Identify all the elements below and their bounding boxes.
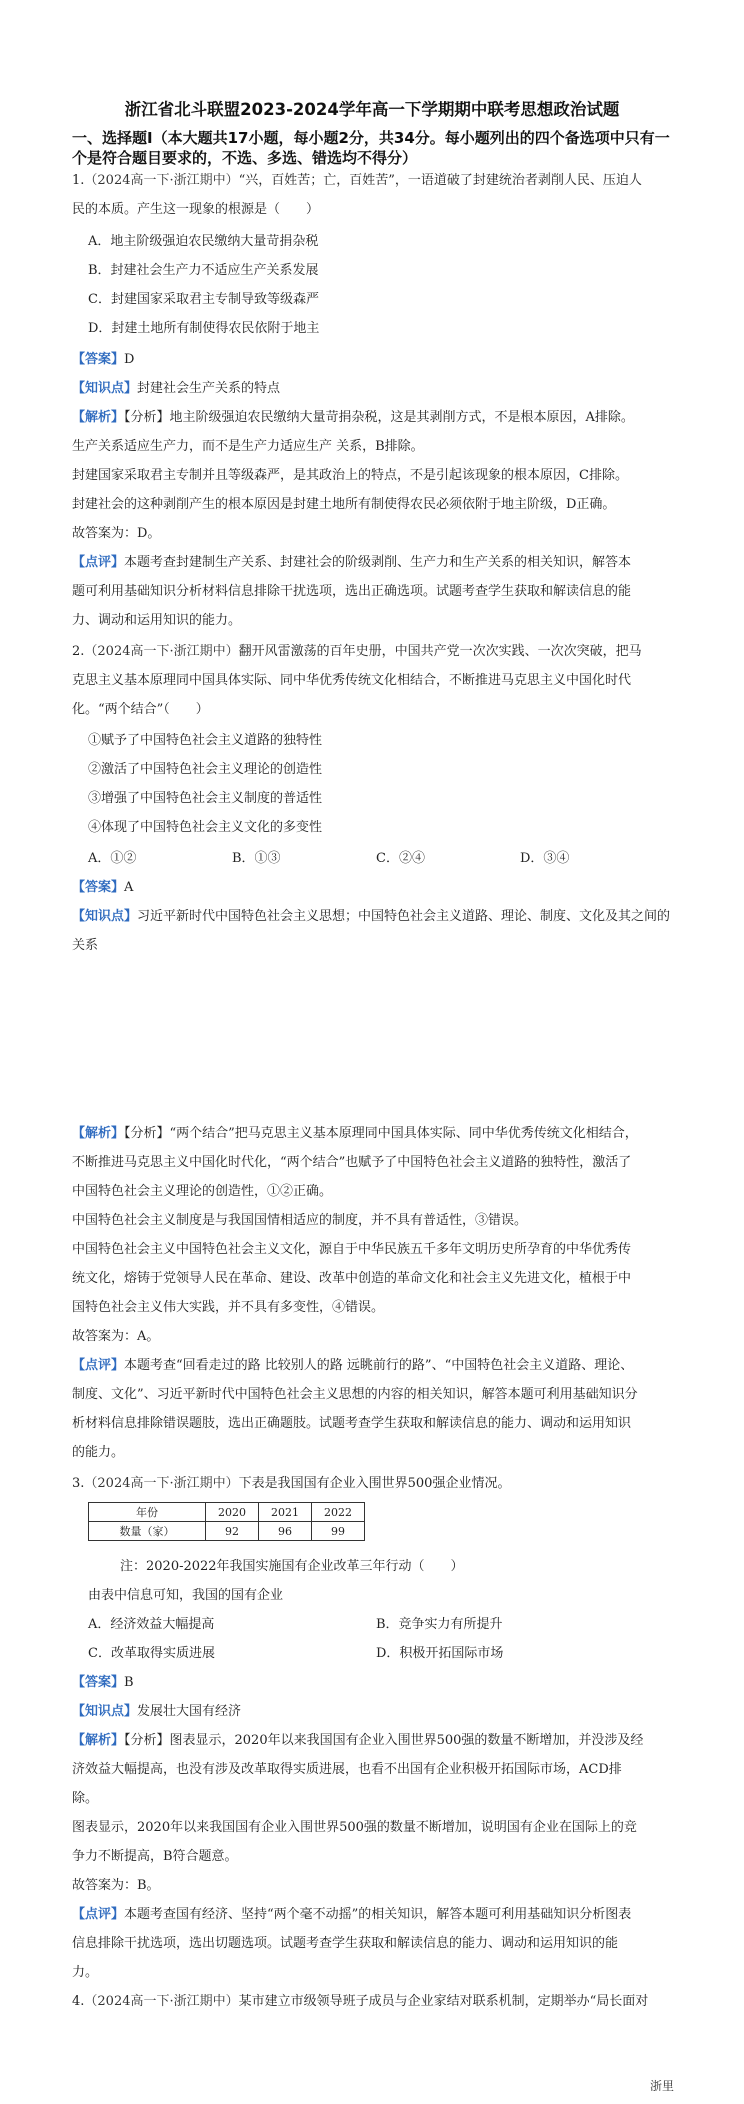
q3-analysis-line6: 故答案为：B。 — [72, 1878, 160, 1893]
q2-analysis-line8: 故答案为：A。 — [72, 1329, 160, 1344]
q2-option-a: A．①② — [88, 851, 137, 866]
q2-analysis-line5: 中国特色社会主义中国特色社会主义文化，源自于中华民族五千多年文明历史所孕育的中华优秀传 — [72, 1242, 632, 1257]
q1-answer: 【答案】D — [72, 352, 135, 367]
q1-option-c: C．封建国家采取君主专制导致等级森严 — [88, 292, 319, 307]
q3-answer: 【答案】B — [72, 1675, 134, 1690]
q2-item-4: ④体现了中国特色社会主义文化的多变性 — [88, 820, 323, 835]
q2-stem-line1: 2.（2024高一下·浙江期中）翻开风雷激荡的百年史册，中国共产党一次次实践、一次次突破，把马 — [72, 644, 642, 659]
q2-stem-line3: 化。“两个结合”（ ） — [72, 702, 209, 717]
q3-analysis-line1: 【解析】【分析】图表显示，2020年以来我国国有企业入围世界500强的数量不断增加，并没涉及经 — [72, 1733, 644, 1748]
q1-comment-line3: 力、调动和运用知识的能力。 — [72, 613, 242, 628]
q2-option-c: C．②④ — [376, 851, 425, 866]
q2-analysis-line7: 国特色社会主义伟大实践，并不具有多变性，④错误。 — [72, 1300, 385, 1315]
q1-comment-line1: 【点评】本题考查封建制生产关系、封建社会的阶级剥削、生产力和生产关系的相关知识，解答本 — [72, 555, 632, 570]
q2-analysis-line4: 中国特色社会主义制度是与我国国情相适应的制度，并不具有普适性，③错误。 — [72, 1213, 528, 1228]
page-footer-mark: 浙里 — [649, 2079, 674, 2093]
table-cell: 2020 — [206, 1503, 259, 1522]
table-cell: 92 — [206, 1522, 259, 1541]
q3-analysis-line2: 济效益大幅提高，也没有涉及改革取得实质进展，也看不出国有企业积极开拓国际市场，ACD排 — [72, 1762, 622, 1777]
q1-knowledge: 【知识点】封建社会生产关系的特点 — [72, 381, 281, 396]
q1-analysis-line2: 生产关系适应生产力，而不是生产力适应生产 关系，B排除。 — [72, 439, 424, 454]
table-cell: 96 — [259, 1522, 312, 1541]
q1-comment-line2: 题可利用基础知识分析材料信息排除干扰选项，选出正确选项。试题考查学生获取和解读信息的能 — [72, 584, 632, 599]
table-cell: 2021 — [259, 1503, 312, 1522]
q1-analysis-line5: 故答案为：D。 — [72, 526, 161, 541]
q1-analysis-line3: 封建国家采取君主专制并且等级森严，是其政治上的特点，不是引起该现象的根本原因，C排除。 — [72, 468, 628, 483]
q2-comment-line1: 【点评】本题考查“回看走过的路 比较别人的路 远眺前行的路”、“中国特色社会主义道路、理论、 — [72, 1358, 634, 1373]
table-cell: 2022 — [312, 1503, 365, 1522]
table-cell: 99 — [312, 1522, 365, 1541]
q3-option-b: B．竞争实力有所提升 — [376, 1617, 503, 1632]
q1-option-a: A．地主阶级强迫农民缴纳大量苛捐杂税 — [88, 234, 319, 249]
q2-knowledge-line1: 【知识点】习近平新时代中国特色社会主义思想；中国特色社会主义道路、理论、制度、文化及其之间的 — [72, 909, 671, 924]
q3-option-c: C．改革取得实质进展 — [88, 1646, 215, 1661]
q2-knowledge-line2: 关系 — [72, 938, 99, 953]
section-heading: 一、选择题Ⅰ（本大题共17小题，每小题2分，共34分。每小题列出的四个备选项中只有一 个是符合题目要求的，不选、多选、错选均不得分） — [72, 129, 670, 167]
q3-analysis-line4: 图表显示，2020年以来我国国有企业入围世界500强的数量不断增加，说明国有企业在国际上的竞 — [72, 1820, 637, 1835]
q2-comment-line4: 的能力。 — [72, 1445, 125, 1460]
q3-analysis-line5: 争力不断提高，B符合题意。 — [72, 1849, 238, 1864]
q2-analysis-line3: 中国特色社会主义理论的创造性，①②正确。 — [72, 1184, 333, 1199]
q3-comment-line3: 力。 — [72, 1965, 99, 1980]
q1-analysis-line1: 【解析】【分析】地主阶级强迫农民缴纳大量苛捐杂税，这是其剥削方式，不是根本原因，A排除。 — [72, 410, 634, 425]
q2-item-1: ①赋予了中国特色社会主义道路的独特性 — [88, 733, 323, 748]
exam-title: 浙江省北斗联盟2023-2024学年高一下学期期中联考思想政治试题 — [124, 100, 620, 119]
q2-analysis-line6: 统文化，熔铸于党领导人民在革命、建设、改革中创造的革命文化和社会主义先进文化，植根于中 — [72, 1271, 632, 1286]
q2-answer: 【答案】A — [72, 880, 134, 895]
table-cell: 数量（家） — [89, 1522, 206, 1541]
q3-comment-line2: 信息排除干扰选项，选出切题选项。试题考查学生获取和解读信息的能力、调动和运用知识的能 — [72, 1936, 619, 1951]
q2-comment-line3: 析材料信息排除错误题肢，选出正确题肢。试题考查学生获取和解读信息的能力、调动和运用知识 — [72, 1416, 632, 1431]
table-header-row — [89, 1503, 365, 1522]
table-cell: 年份 — [89, 1503, 206, 1522]
q3-note: 注：2020-2022年我国实施国有企业改革三年行动（ ） — [120, 1559, 464, 1574]
table-row — [89, 1522, 365, 1541]
q2-analysis-line1: 【解析】【分析】“两个结合”把马克思主义基本原理同中国具体实际、同中华优秀传统文化相结合， — [72, 1126, 638, 1141]
q3-table — [88, 1502, 365, 1541]
q2-option-d: D．③④ — [520, 851, 570, 866]
q2-stem-line2: 克思主义基本原理同中国具体实际、同中华优秀传统文化相结合，不断推进马克思主义中国化时代 — [72, 673, 632, 688]
q2-comment-line2: 制度、文化”、习近平新时代中国特色社会主义思想的内容的相关知识，解答本题可利用基础知识分 — [72, 1387, 638, 1402]
q2-analysis-line2: 不断推进马克思主义中国化时代化，“两个结合”也赋予了中国特色社会主义道路的独特性，激活了 — [72, 1155, 632, 1170]
q3-option-a: A．经济效益大幅提高 — [88, 1617, 215, 1632]
q1-stem-line1: 1.（2024高一下·浙江期中）“兴，百姓苦；亡，百姓苦”，一语道破了封建统治者剥削人民、压迫人 — [72, 173, 642, 188]
q3-knowledge: 【知识点】发展壮大国有经济 — [72, 1704, 242, 1719]
q1-option-b: B．封建社会生产力不适应生产关系发展 — [88, 263, 319, 278]
q1-stem-line2: 民的本质。产生这一现象的根源是（ ） — [72, 202, 320, 217]
q2-option-b: B．①③ — [232, 851, 281, 866]
q1-analysis-line4: 封建社会的这种剥削产生的根本原因是封建土地所有制使得农民必须依附于地主阶级，D正确。 — [72, 497, 616, 512]
q3-option-d: D．积极开拓国际市场 — [376, 1646, 504, 1661]
q3-stem: 3.（2024高一下·浙江期中）下表是我国国有企业入围世界500强企业情况。 — [72, 1476, 511, 1491]
q2-item-3: ③增强了中国特色社会主义制度的普适性 — [88, 791, 323, 806]
q3-lead: 由表中信息可知，我国的国有企业 — [88, 1588, 284, 1603]
q3-analysis-line3: 除。 — [72, 1791, 99, 1806]
q1-option-d: D．封建土地所有制使得农民依附于地主 — [88, 321, 320, 336]
q3-comment-line1: 【点评】本题考查国有经济、坚持“两个毫不动摇”的相关知识，解答本题可利用基础知识分析图表 — [72, 1907, 632, 1922]
q4-stem: 4.（2024高一下·浙江期中）某市建立市级领导班子成员与企业家结对联系机制，定期举办“局长面对 — [72, 1994, 649, 2009]
q2-item-2: ②激活了中国特色社会主义理论的创造性 — [88, 762, 323, 777]
